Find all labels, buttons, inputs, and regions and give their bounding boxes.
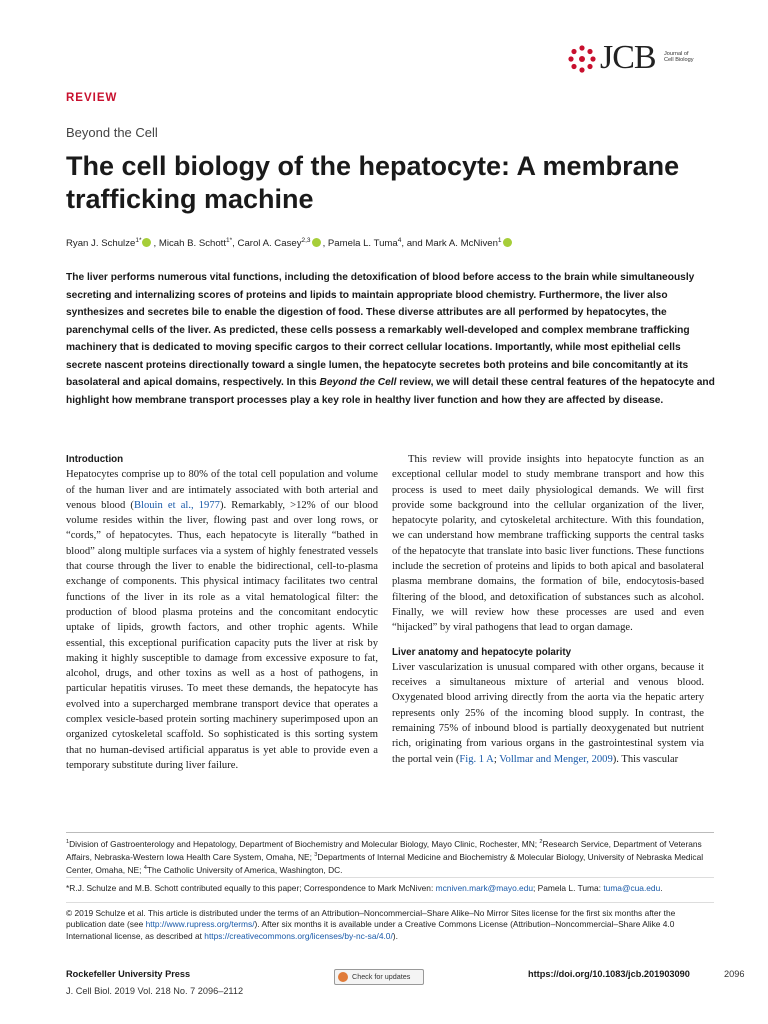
jcb-logo-icon (567, 44, 597, 74)
logo-subtitle-line1: Journal of (664, 51, 689, 57)
paragraph-text: ). Remarkably, >12% of our blood volume resides within the liver, flowing past and over long rows, or “cords,” of hepatocytes. Thus, each hepatocyte is literally “bathed in blood” along multiple surfaces via a system of highly fenestrated vessels that course through the liver to enable the bidirectional, cell-to-plasma exchange of components. This physical intimacy facilitates two central functions of the liver in its role as a vital hematological filter: the production of blood plasma proteins and the concomitant endocytic uptake of lipids, growth factors, and other trophic agents. While essential, this exceptional purification capacity puts the liver at risk by making it highly susceptible to damage from excessive exposure to fat, alcohol, drugs, and other toxins as well as a host of pathogens, in particular hepatitis viruses. To meet these demands, the hepatocyte has evolved into a supercharged membrane transport device that operates a complex vesicle-based protein sorting machinery superimposed upon an organized cytoskeletal scaffold. So sophisticated is this sorting system that no human-devised artificial apparatus is yet able to provide even a temporary substitute during liver failure. (66, 499, 378, 771)
affiliation-marker: 3 (314, 852, 318, 859)
author-name[interactable]: Mark A. McNiven (425, 238, 498, 250)
updates-icon (338, 972, 348, 982)
orcid-icon[interactable] (312, 238, 321, 247)
logo-wordmark: JCB (600, 39, 656, 76)
license-statement (66, 908, 716, 942)
author-name[interactable]: Micah B. Schott (158, 238, 227, 250)
abstract (66, 269, 716, 409)
correspondence (66, 883, 716, 894)
intro-paragraph-1 (66, 467, 378, 773)
updates-label: Check for updates (352, 972, 411, 981)
author-affiliation-marker: 4 (397, 237, 402, 244)
body-column-right (392, 452, 704, 767)
liver-paragraph-1 (392, 660, 704, 767)
author-separator: , (322, 238, 328, 250)
orcid-icon[interactable] (503, 238, 512, 247)
license-text: ). (392, 930, 398, 941)
orcid-icon[interactable] (142, 238, 151, 247)
footnote-divider (66, 832, 714, 833)
author-separator: , (232, 238, 238, 250)
author-affiliation-marker: 1 (497, 237, 502, 244)
affiliation-marker: 2 (539, 839, 543, 845)
journal-logo (567, 40, 707, 84)
abstract-series-name: Beyond the Cell (319, 377, 397, 388)
author-affiliation-marker: 2,3 (301, 237, 311, 244)
correspondence-text: *R.J. Schulze and M.B. Schott contributed equally to this paper; Correspondence to Mark McNiven: (66, 883, 436, 893)
affiliation-marker: 4 (143, 865, 147, 872)
paragraph-text: Liver vascularization is unusual compared with other organs, because it receives a simultaneous mixture of arterial and venous blood. Oxygenated blood arriving directly from the aorta via the hepatic artery represents only 25% of the incoming blood supply. In contrast, the remaining 75% of inbound blood is partially deoxygenated but nutrient rich, originating from various organs in the gastrointestinal system via the portal vein ( (392, 661, 704, 765)
section-heading-introduction: Introduction (66, 454, 124, 465)
author-separator: , and (401, 238, 426, 250)
author-affiliation-marker: 1* (135, 237, 142, 244)
license-text: ). After six months it is available under a Creative Commons License (Attribution–Noncommercial–Share Alike 4.0 International license, as described at (66, 919, 675, 941)
logo-subtitle-line2: Cell Biology (664, 57, 694, 64)
page-number: 2096 (724, 969, 745, 979)
article-type-label: REVIEW (66, 92, 118, 104)
affiliation-text: Departments of Internal Medicine and Biochemistry & Molecular Biology, University of Nebraska Medical Center, Omaha, NE; (66, 852, 704, 876)
author-name[interactable]: Pamela L. Tuma (327, 238, 398, 250)
body-column-left (66, 452, 378, 773)
abstract-text-end: review, we will detail these central features of the hepatocyte and highlight how membrane transport processes play a key role in healthy liver function and how they are affected by disease. (66, 377, 715, 406)
footnote-divider (66, 877, 714, 878)
figure-link[interactable]: Fig. 1 A (459, 753, 494, 765)
series-label: Beyond the Cell (66, 125, 158, 140)
paragraph-text: ; (493, 753, 500, 765)
paragraph-text: ). This vascular (612, 753, 679, 765)
affiliations (66, 837, 716, 877)
affiliation-text: Division of Gastroenterology and Hepatology, Department of Biochemistry and Molecular Biology, Mayo Clinic, Rochester, MN; (69, 838, 540, 849)
footnote-divider (66, 902, 714, 903)
section-heading-liver-anatomy: Liver anatomy and hepatocyte polarity (392, 646, 572, 658)
logo-subtitle (664, 51, 704, 64)
license-text: © 2019 Schulze et al. This article is distributed under the terms of an Attribution–Noncommercial–Share Alike–No Mirror Sites license for the first six months after the publication date (see (66, 908, 676, 930)
author-list (66, 237, 716, 249)
license-link[interactable]: https://creativecommons.org/licenses/by-nc-sa/4.0/ (204, 930, 393, 941)
author-name[interactable]: Ryan J. Schulze (66, 238, 136, 250)
email-link[interactable]: tuma@cua.edu (603, 883, 661, 893)
citation-link[interactable]: Blouin et al., 1977 (133, 499, 220, 511)
intro-paragraph-2: This review will provide insights into hepatocyte function as an exceptional cellular model to study membrane transport and how this process is used to meet daily physiological demands. We will first provide some background into the cellular organization of the liver, hepatocyte polarity, and cytoskeletal architecture. With this foundation, we can understand how membrane trafficking supports the central tasks of the hepatocyte that translate into basic liver functions. These functions include the secretion of proteins and lipids to both apical and basolateral plasma membrane domains, the formation of bile, endocytosis-based filtering of the blood, and detoxification of substances such as alcohol. Finally, we will review how these processes are used and even “hijacked” by viral pathogens that lead to organ damage. (392, 454, 704, 634)
journal-citation: J. Cell Biol. 2019 Vol. 218 No. 7 2096–2112 (66, 986, 244, 996)
correspondence-text: ; Pamela L. Tuma: (533, 883, 604, 893)
author-name[interactable]: Carol A. Casey (237, 238, 302, 250)
publisher-name: Rockefeller University Press (66, 969, 191, 979)
article-title: The cell biology of the hepatocyte: A membrane trafficking machine (66, 151, 680, 214)
abstract-text: The liver performs numerous vital functions, including the detoxification of blood before access to the brain while simultaneously secreting and internalizing scores of proteins and lipids to maintain appropriate blood chemistry. Furthermore, the liver also synthesizes and secretes bile to enable the digestion of food. These diverse attributes are all performed by hepatocytes, the parenchymal cells of the liver. As predicted, these cells possess a remarkably well-developed and complex membrane trafficking machinery that is dedicated to moving specific cargos to their correct cellular locations. Importantly, while most epithelial cells secrete nascent proteins directionally toward a single lumen, the hepatocyte secretes both proteins and bile concomitantly at its basolateral and apical domains, respectively. In this (66, 272, 695, 388)
author-affiliation-marker: 1* (226, 237, 233, 244)
terms-link[interactable]: http://www.rupress.org/terms/ (145, 919, 255, 930)
citation-link[interactable]: Vollmar and Menger, 2009 (499, 753, 613, 765)
correspondence-text: . (660, 883, 663, 893)
affiliation-text: The Catholic University of America, Washington, DC. (146, 865, 343, 876)
doi-link[interactable]: https://doi.org/10.1083/jcb.201903090 (528, 969, 690, 979)
author-separator: , (153, 238, 159, 250)
paragraph-text: Hepatocytes comprise up to 80% of the total cell population and volume of the human liver and are intimately associated with both arterial and venous blood ( (66, 469, 378, 511)
affiliation-marker: 1 (66, 839, 70, 845)
email-link[interactable]: mcniven.mark@mayo.edu (435, 883, 534, 893)
affiliation-text: Research Service, Department of Veterans Affairs, Nebraska-Western Iowa Health Care System, Omaha, NE; (66, 838, 702, 862)
check-for-updates-button[interactable] (334, 969, 424, 985)
